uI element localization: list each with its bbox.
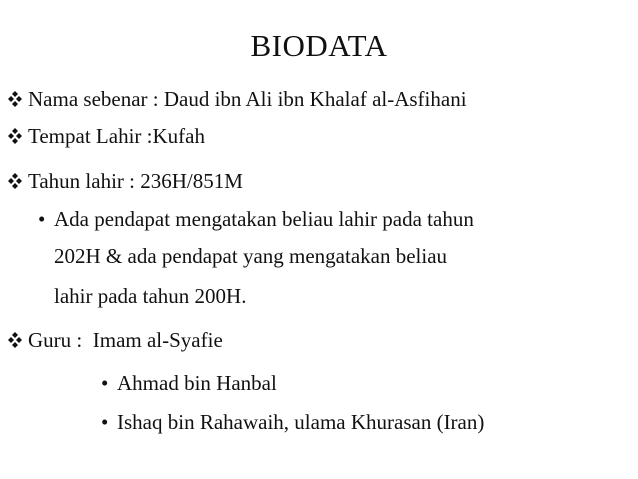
list-item-label: Tempat Lahir :Kufah — [28, 124, 205, 148]
list-item-nama — [4, 86, 467, 112]
bullet-icon: • — [38, 207, 46, 231]
diamond-bullet-icon — [4, 90, 26, 108]
list-item-label: Guru : Imam al-Syafie — [28, 328, 223, 352]
note-text: Ada pendapat mengatakan beliau lahir pada tahun — [54, 207, 474, 231]
guru-subitem-label: Ahmad bin Hanbal — [117, 371, 277, 395]
list-item-guru — [4, 327, 223, 353]
bullet-icon: • — [101, 410, 109, 434]
note-line-1 — [38, 206, 474, 232]
list-item-label: Tahun lahir : 236H/851M — [28, 169, 243, 193]
note-line-3: lahir pada tahun 200H. — [54, 284, 247, 308]
bullet-icon: • — [101, 371, 109, 395]
diamond-bullet-icon — [4, 331, 26, 349]
list-item-label: Nama sebenar : Daud ibn Ali ibn Khalaf al-Asfihani — [28, 87, 467, 111]
guru-subitem — [101, 409, 484, 435]
page-title: BIODATA — [250, 28, 388, 63]
list-item-tahun-lahir — [4, 168, 243, 194]
guru-subitem — [101, 370, 277, 396]
guru-subitem-label: Ishaq bin Rahawaih, ulama Khurasan (Iran) — [117, 410, 485, 434]
diamond-bullet-icon — [4, 127, 26, 145]
list-item-tempat-lahir — [4, 123, 205, 149]
note-line-2: 202H & ada pendapat yang mengatakan beliau — [54, 244, 448, 268]
diamond-bullet-icon — [4, 172, 26, 190]
